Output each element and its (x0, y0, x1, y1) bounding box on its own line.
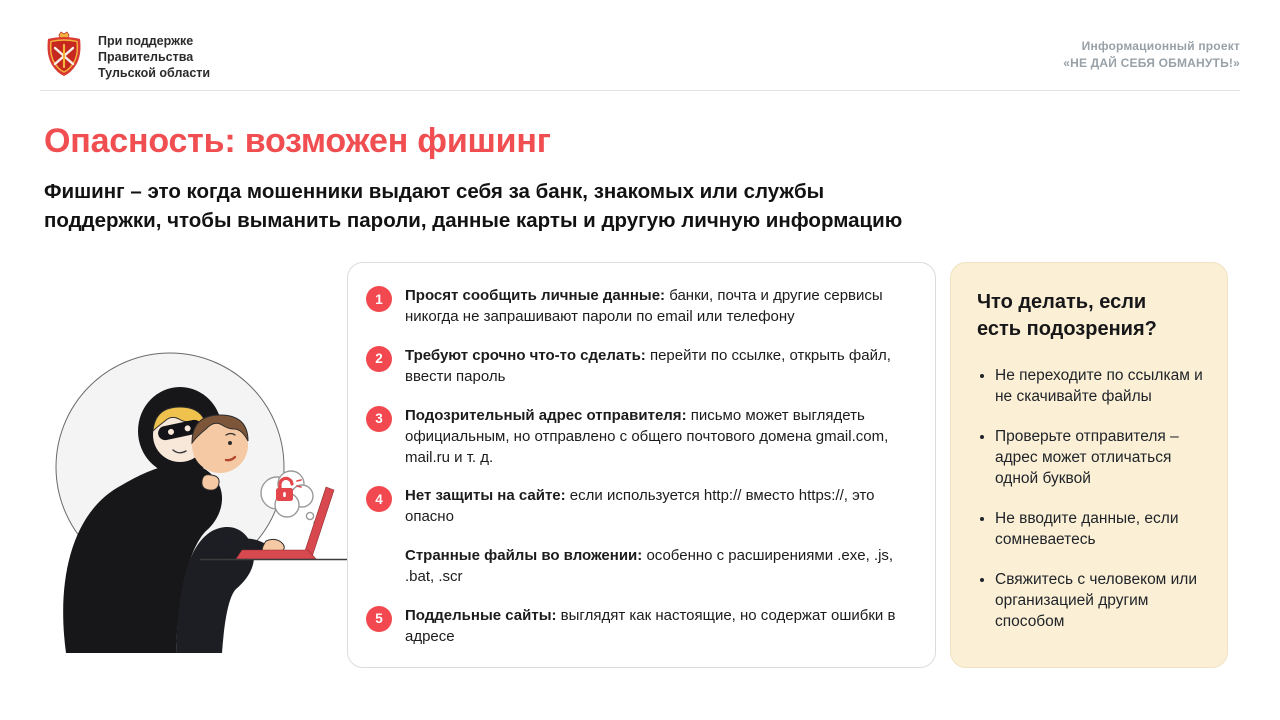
number-badge-1: 1 (366, 286, 392, 312)
advice-card (950, 262, 1228, 668)
sign-body-3: письмо может выглядеть официальным, но отправлено с общего почтового домена gmail.com, mail.ru и т. д. (405, 406, 889, 466)
project-text (1063, 38, 1240, 72)
number-badge-5: 5 (366, 606, 392, 632)
sign-lead-4: Нет защиты на сайте: (405, 487, 566, 505)
sign-item-2 (366, 345, 909, 387)
page-subtitle (44, 177, 902, 235)
sign-body-4: если используется http:// вместо https://, это опасно (405, 487, 875, 526)
sign-body-attachments: особенно с расширениями .exe, .js, .bat, .scr (405, 547, 894, 586)
header-divider (40, 90, 1240, 91)
advice-list (977, 365, 1203, 632)
sign-item-4 (366, 485, 909, 527)
number-badge-4: 4 (366, 486, 392, 512)
sign-body-5: выглядят как настоящие, но содержат ошибки в адресе (405, 606, 896, 645)
sign-text-attachments (405, 545, 909, 587)
sign-lead-attachments: Странные файлы во вложении: (405, 547, 643, 565)
sign-item-3 (366, 405, 909, 468)
number-badge-2: 2 (366, 346, 392, 372)
sign-lead-3: Подозрительный адрес отправителя: (405, 406, 687, 424)
sign-text-5 (405, 605, 909, 647)
advice-title-line-2: есть подозрения? (977, 318, 1157, 340)
number-badge-3: 3 (366, 406, 392, 432)
sign-item-attachments (366, 545, 909, 587)
advice-title-line-1: Что делать, если (977, 291, 1147, 313)
sign-text-1 (405, 285, 909, 327)
page-header (40, 28, 1240, 80)
support-line-3: Тульской области (98, 66, 211, 80)
support-line-2: Правительства (98, 50, 194, 64)
sign-text-4 (405, 485, 909, 527)
support-line-1: При поддержке (98, 34, 194, 48)
page-title: Опасность: возможен фишинг (44, 122, 551, 160)
advice-item-1: • Не переходите по ссылкам и не скачивайте файлы (995, 365, 1203, 407)
advice-item-4: • Свяжитесь с человеком или организацией другим способом (995, 569, 1203, 632)
sign-text-3 (405, 405, 909, 468)
support-text (98, 33, 210, 81)
sign-lead-5: Поддельные сайты: (405, 606, 557, 624)
sign-item-1 (366, 285, 909, 327)
sign-lead-1: Просят сообщить личные данные: (405, 287, 666, 304)
project-line-1: Информационный проект (1081, 39, 1240, 53)
sign-body-1: банки, почта и другие сервисы никогда не запрашивают пароли по email или телефону (405, 287, 883, 325)
advice-item-2: • Проверьте отправителя – адрес может отличаться одной буквой (995, 426, 1203, 489)
project-line-2: «НЕ ДАЙ СЕБЯ ОБМАНУТЬ!» (1063, 56, 1240, 70)
advice-title (977, 289, 1203, 343)
subtitle-line-2: поддержки, чтобы выманить пароли, данные карты и другую личную информацию (44, 209, 903, 232)
sign-lead-2: Требуют срочно что-то сделать: (405, 346, 646, 364)
subtitle-line-1: Фишинг – это когда мошенники выдают себя за банк, знакомых или службы (44, 180, 825, 203)
advice-item-3: • Не вводите данные, если сомневаетесь (995, 508, 1203, 550)
sign-body-2: перейти по ссылке, открыть файл, ввести пароль (405, 346, 891, 385)
sign-item-5 (366, 605, 909, 647)
tula-coat-of-arms-icon (42, 30, 86, 78)
phishing-signs-card (347, 262, 936, 668)
hacker-illustration (30, 335, 366, 665)
sign-text-2 (405, 345, 909, 387)
